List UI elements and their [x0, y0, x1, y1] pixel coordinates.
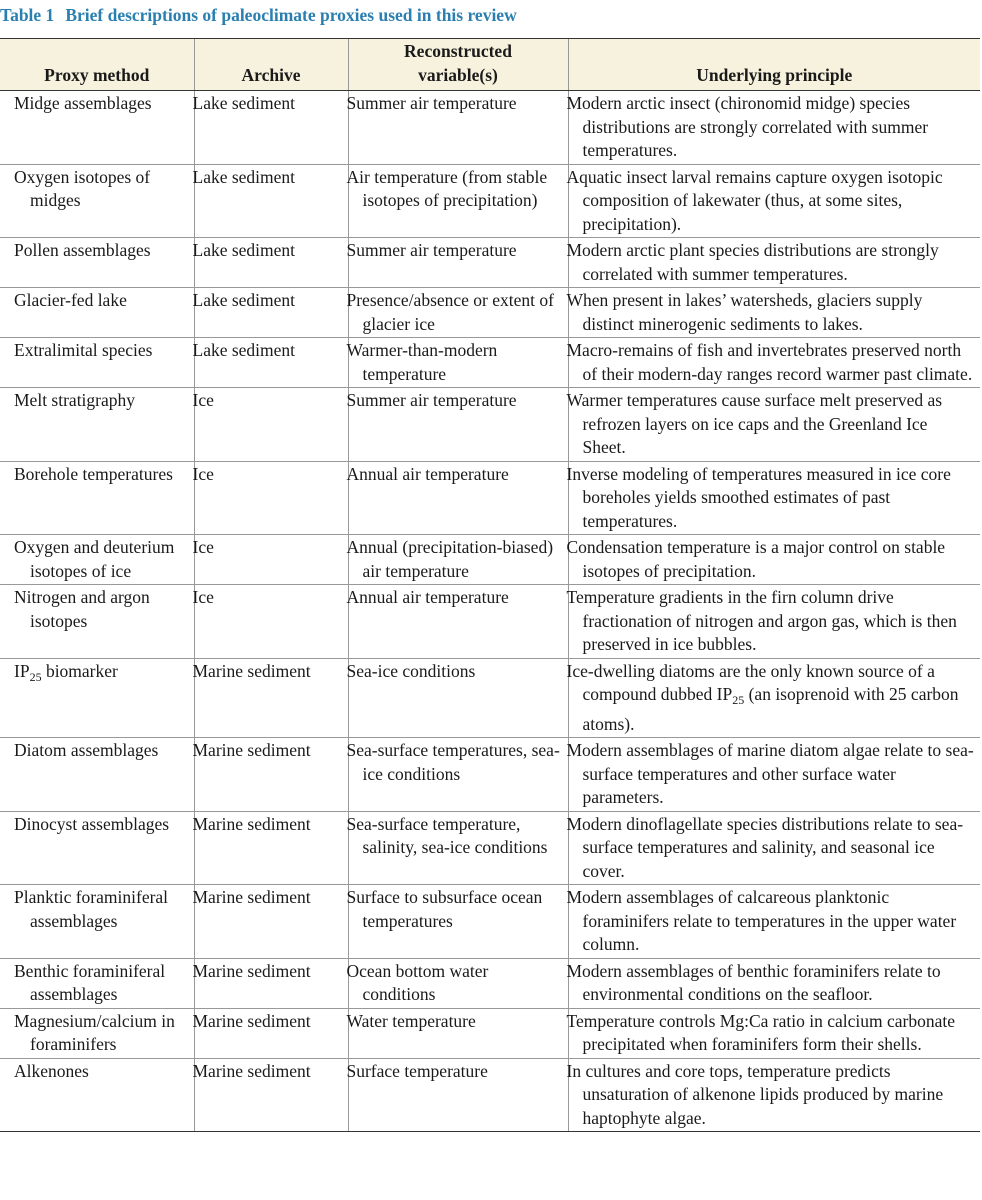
cell-proxy: [0, 658, 194, 738]
proxy-rest-text: biomarker: [41, 660, 118, 681]
cell-archive: Ice: [194, 535, 348, 585]
cell-archive: Marine sediment: [194, 1058, 348, 1132]
cell-proxy: Oxygen and deuterium isotopes of ice: [0, 535, 194, 585]
cell-archive: Marine sediment: [194, 1008, 348, 1058]
cell-proxy: Nitrogen and argon isotopes: [0, 585, 194, 659]
table-title: Brief descriptions of paleoclimate proxies used in this review: [65, 5, 517, 25]
cell-archive: Marine sediment: [194, 658, 348, 738]
cell-variable: Summer air temperature: [348, 91, 568, 165]
table-row: [0, 164, 980, 238]
cell-proxy: Glacier-fed lake: [0, 288, 194, 338]
cell-principle: In cultures and core tops, temperature predicts unsaturation of alkenone lipids produced by marine haptophyte algae.: [568, 1058, 980, 1132]
table-row: [0, 1058, 980, 1132]
table-row: [0, 388, 980, 462]
cell-proxy: Dinocyst assemblages: [0, 811, 194, 885]
cell-proxy: Pollen assemblages: [0, 238, 194, 288]
cell-proxy: Melt stratigraphy: [0, 388, 194, 462]
cell-principle: Modern assemblages of marine diatom algae relate to sea-surface temperatures and other surface water parameters.: [568, 738, 980, 812]
principle-main-text: Ice-dwelling diatoms are the only known source of a compound dubbed IP: [566, 660, 935, 704]
cell-variable: Water temperature: [348, 1008, 568, 1058]
cell-archive: Ice: [194, 585, 348, 659]
cell-variable: Ocean bottom water conditions: [348, 958, 568, 1008]
header-proxy-method: Proxy method: [0, 39, 194, 91]
table-row: [0, 658, 980, 738]
cell-archive: Marine sediment: [194, 885, 348, 959]
cell-archive: Lake sediment: [194, 238, 348, 288]
cell-principle: Modern assemblages of calcareous planktonic foraminifers relate to temperatures in the upper water column.: [568, 885, 980, 959]
table-caption: [0, 5, 517, 26]
cell-variable: Air temperature (from stable isotopes of precipitation): [348, 164, 568, 238]
header-archive: Archive: [194, 39, 348, 91]
principle-rest-text: (an isoprenoid with 25 carbon atoms).: [582, 684, 959, 734]
header-row: [0, 39, 980, 91]
header-underlying-principle: Underlying principle: [568, 39, 980, 91]
cell-proxy: Extralimital species: [0, 338, 194, 388]
cell-principle: Modern arctic plant species distributions are strongly correlated with summer temperatures.: [568, 238, 980, 288]
table-number: Table 1: [0, 5, 55, 25]
cell-variable: Summer air temperature: [348, 238, 568, 288]
cell-variable: Annual (precipitation-biased) air temperature: [348, 535, 568, 585]
cell-variable: Summer air temperature: [348, 388, 568, 462]
cell-variable: Sea-ice conditions: [348, 658, 568, 738]
proxy-table: [0, 38, 980, 1132]
cell-proxy: Planktic foraminiferal assemblages: [0, 885, 194, 959]
cell-principle: Modern arctic insect (chironomid midge) species distributions are strongly correlated with summer temperatures.: [568, 91, 980, 165]
cell-proxy: Borehole temperatures: [0, 461, 194, 535]
cell-principle: Macro-remains of fish and invertebrates preserved north of their modern-day ranges record warmer past climate.: [568, 338, 980, 388]
table-row: [0, 1008, 980, 1058]
cell-principle: When present in lakes’ watersheds, glaciers supply distinct minerogenic sediments to lakes.: [568, 288, 980, 338]
cell-archive: Lake sediment: [194, 338, 348, 388]
cell-principle: Aquatic insect larval remains capture oxygen isotopic composition of lakewater (thus, at some sites, precipitation).: [568, 164, 980, 238]
table-row: [0, 91, 980, 165]
cell-variable: Warmer-than-modern temperature: [348, 338, 568, 388]
cell-proxy: Midge assemblages: [0, 91, 194, 165]
cell-variable: Surface to subsurface ocean temperatures: [348, 885, 568, 959]
table-row: [0, 288, 980, 338]
table-row: [0, 811, 980, 885]
cell-archive: Lake sediment: [194, 288, 348, 338]
table-row: [0, 958, 980, 1008]
cell-principle: Temperature gradients in the firn column drive fractionation of nitrogen and argon gas, which is then preserved in ice bubbles.: [568, 585, 980, 659]
cell-principle: Inverse modeling of temperatures measured in ice core boreholes yields smoothed estimates of past temperatures.: [568, 461, 980, 535]
table-row: [0, 535, 980, 585]
cell-variable: Surface temperature: [348, 1058, 568, 1132]
header-reconstructed-variable: Reconstructed variable(s): [348, 39, 568, 91]
cell-principle: Modern assemblages of benthic foraminifers relate to environmental conditions on the seafloor.: [568, 958, 980, 1008]
table-row: [0, 585, 980, 659]
proxy-main-text: IP: [14, 660, 30, 681]
table-row: [0, 338, 980, 388]
cell-archive: Ice: [194, 461, 348, 535]
table-row: [0, 238, 980, 288]
cell-proxy: Alkenones: [0, 1058, 194, 1132]
cell-archive: Marine sediment: [194, 811, 348, 885]
cell-proxy: Benthic foraminiferal assemblages: [0, 958, 194, 1008]
cell-proxy: Magnesium/calcium in foraminifers: [0, 1008, 194, 1058]
cell-variable: Annual air temperature: [348, 585, 568, 659]
cell-variable: Annual air temperature: [348, 461, 568, 535]
table-row: [0, 885, 980, 959]
cell-variable: Presence/absence or extent of glacier ice: [348, 288, 568, 338]
cell-principle: [568, 658, 980, 738]
cell-archive: Marine sediment: [194, 738, 348, 812]
cell-archive: Marine sediment: [194, 958, 348, 1008]
cell-principle: Condensation temperature is a major control on stable isotopes of precipitation.: [568, 535, 980, 585]
principle-subscript: 25: [732, 693, 745, 707]
cell-archive: Lake sediment: [194, 91, 348, 165]
cell-proxy: Diatom assemblages: [0, 738, 194, 812]
cell-archive: Lake sediment: [194, 164, 348, 238]
cell-principle: Temperature controls Mg:Ca ratio in calcium carbonate precipitated when foraminifers form their shells.: [568, 1008, 980, 1058]
cell-principle: Modern dinoflagellate species distributions relate to sea-surface temperatures and salinity, and seasonal ice cover.: [568, 811, 980, 885]
cell-variable: Sea-surface temperatures, sea-ice conditions: [348, 738, 568, 812]
cell-variable: Sea-surface temperature, salinity, sea-ice conditions: [348, 811, 568, 885]
table-row: [0, 461, 980, 535]
proxy-subscript: 25: [29, 669, 42, 684]
cell-archive: Ice: [194, 388, 348, 462]
cell-proxy: Oxygen isotopes of midges: [0, 164, 194, 238]
cell-principle: Warmer temperatures cause surface melt preserved as refrozen layers on ice caps and the Greenland Ice Sheet.: [568, 388, 980, 462]
table-row: [0, 738, 980, 812]
